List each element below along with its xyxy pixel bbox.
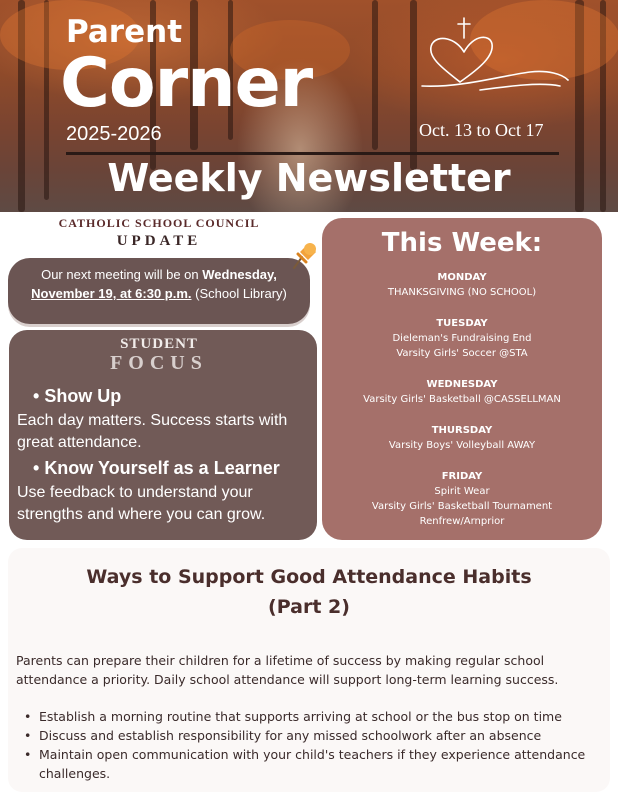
day-tuesday [322, 316, 602, 361]
meeting-notice [8, 258, 310, 324]
day-name: FRIDAY [441, 471, 483, 482]
week-dates: Oct. 13 to Oct 17 [419, 120, 544, 140]
focus-heading-focus: FOCUS [110, 352, 208, 374]
heart-cross-logo-icon [420, 16, 570, 106]
attendance-title: Ways to Support Good Attendance Habits (Part 2) [86, 566, 532, 618]
attendance-paragraph: Parents can prepare their children for a lifetime of success by making regular school attendance a priority. Daily school attendance will support long-term learning success. [16, 653, 559, 687]
header-divider [66, 152, 559, 155]
focus-item-text: Each day matters. Success starts with great attendance. [17, 412, 288, 451]
focus-item-text: Use feedback to understand your strengths and where you can grow. [17, 484, 266, 523]
header-banner [0, 0, 618, 212]
meeting-prefix: Our next meeting will be on [41, 267, 203, 282]
day-event: Renfrew/Arnprior [419, 516, 505, 527]
day-wednesday [322, 377, 602, 407]
this-week-panel [322, 218, 602, 540]
list-item: • Discuss and establish responsibility for any missed schoolwork after an absence [22, 726, 602, 745]
pushpin-icon [290, 240, 318, 270]
day-monday [322, 270, 602, 300]
list-item: • Maintain open communication with your child's teachers if they experience attendance challenges. [22, 745, 602, 783]
day-name: TUESDAY [436, 318, 488, 329]
day-event: Varsity Girls' Basketball @CASSELLMAN [363, 394, 561, 405]
day-thursday [322, 423, 602, 453]
list-item: • Establish a morning routine that supports arriving at school or the bus stop on time [22, 707, 602, 726]
day-name: THURSDAY [431, 425, 493, 436]
meeting-day: Wednesday, [202, 267, 277, 282]
header-parent-word: Parent [66, 14, 183, 50]
day-friday [322, 469, 602, 529]
day-event: Varsity Girls' Basketball Tournament [371, 501, 553, 512]
focus-item-title: • Know Yourself as a Learner [33, 458, 280, 478]
council-heading: CATHOLIC SCHOOL COUNCIL [58, 216, 260, 230]
day-name: MONDAY [437, 272, 487, 283]
day-event: THANKSGIVING (NO SCHOOL) [387, 287, 537, 298]
day-event: Varsity Boys' Volleyball AWAY [388, 440, 536, 451]
newsletter-title: Weekly Newsletter [107, 156, 511, 200]
council-subheading: UPDATE [116, 233, 202, 249]
this-week-title: This Week: [381, 228, 543, 258]
school-year: 2025-2026 [66, 123, 162, 145]
day-event: Varsity Girls' Soccer @STA [396, 348, 528, 359]
header-corner-word: Corner [60, 44, 313, 123]
meeting-date: November 19, at 6:30 p.m. [31, 286, 192, 301]
day-event: Spirit Wear [434, 486, 490, 497]
student-focus-panel [9, 330, 317, 540]
meeting-place: (School Library) [191, 286, 287, 301]
attendance-tips-list [22, 707, 602, 783]
day-name: WEDNESDAY [426, 379, 498, 390]
focus-heading-student: STUDENT [120, 336, 198, 352]
focus-item-title: • Show Up [33, 386, 122, 406]
day-event: Dieleman's Fundraising End [392, 333, 532, 344]
